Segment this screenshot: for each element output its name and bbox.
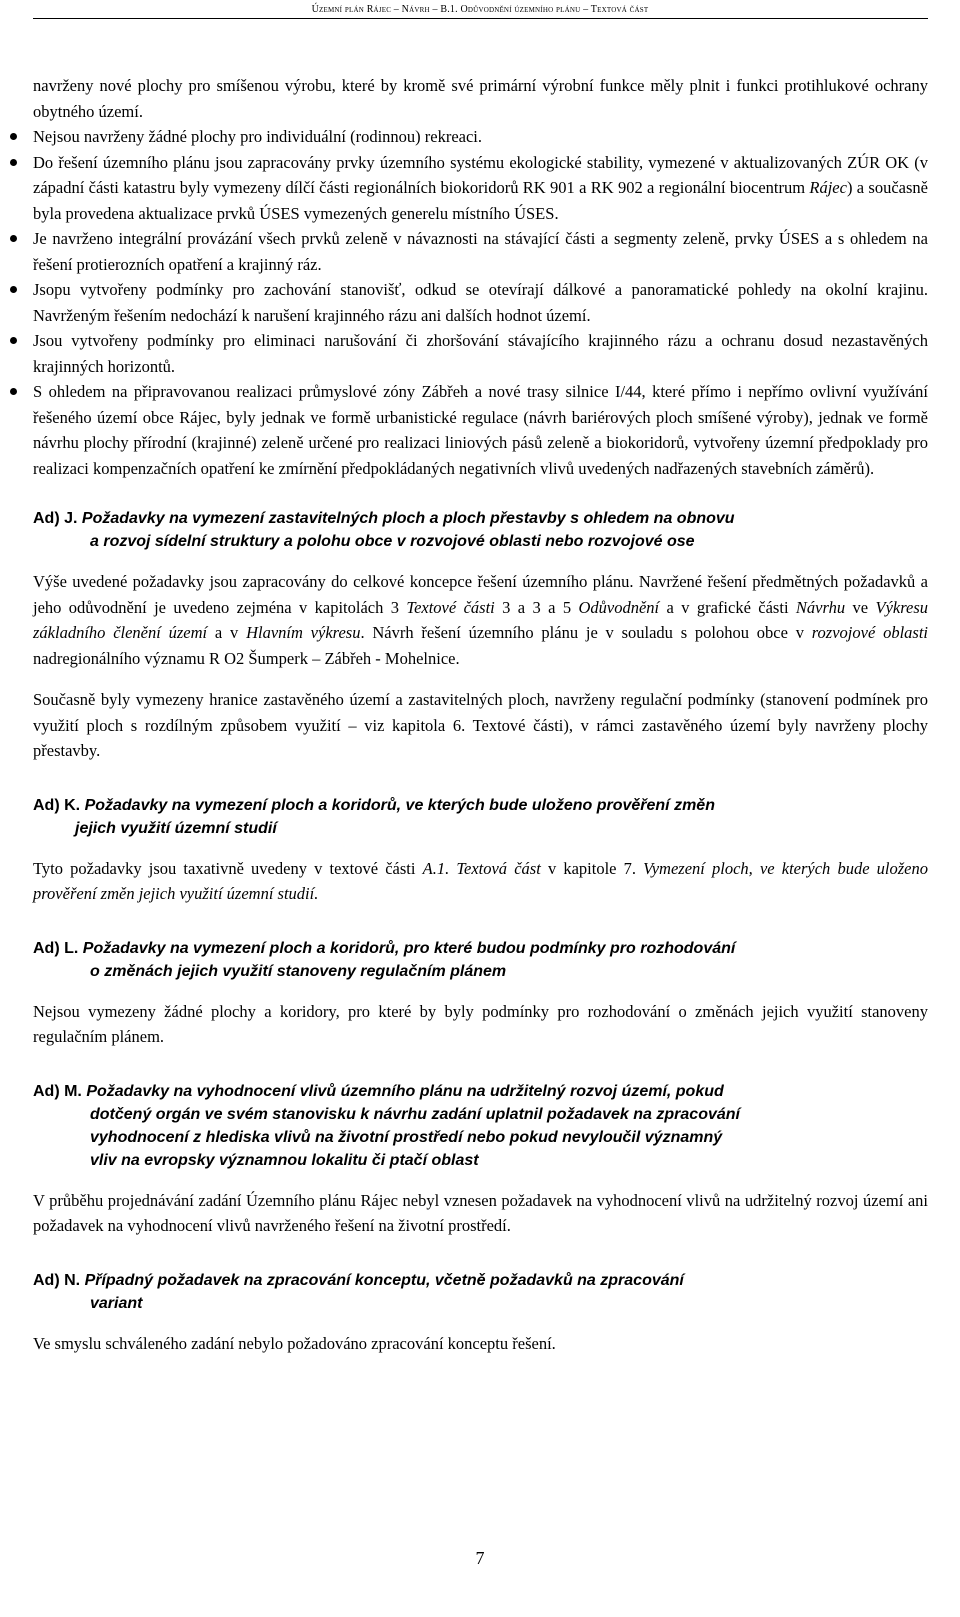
bullet-text: Jsou vytvořeny podmínky pro eliminaci narušování či zhoršování stávajícího krajinného rázu a ochranu dosud nezastavěných krajinných horizontů. [33, 331, 928, 376]
section-title-line: dotčený orgán ve svém stanovisku k návrhu zadání uplatnil požadavek na zpracování [90, 1105, 740, 1123]
bullet-item [33, 277, 928, 328]
bullet-icon [10, 235, 17, 242]
bullet-icon [10, 159, 17, 166]
section-title-line: variant [90, 1294, 143, 1312]
paragraph: V průběhu projednávání zadání Územního plánu Rájec nebyl vznesen požadavek na vyhodnocení vlivů na udržitelný rozvoj území ani požadavek na vyhodnocení vlivů navrženého řešení na životní prostředí. [33, 1190, 928, 1235]
italic-run: Hlavním výkresu [246, 623, 361, 642]
text-run: 3 a 3 a 5 [494, 597, 579, 617]
page-number: 7 [475, 1548, 485, 1568]
section-heading [33, 794, 928, 840]
section-heading [33, 507, 928, 553]
italic-run: Návrhu [795, 597, 846, 617]
section-title-line: Požadavky na vymezení ploch a koridorů, ve kterých bude uloženo prověření změn [84, 796, 715, 814]
section-heading [33, 937, 928, 983]
paragraph [33, 856, 928, 907]
bullet-text: Je navrženo integrální provázání všech prvků zeleně v návaznosti na stávající části a segmenty zeleně, prvky ÚSES a s ohledem na řešení protierozních opatření a krajinný ráz. [33, 229, 928, 274]
intro-continuation: navrženy nové plochy pro smíšenou výrobu, které by kromě své primární výrobní funkce měly plnit i funkci protihlukové ochrany obytného území. [33, 76, 928, 121]
section-l [33, 937, 928, 1050]
paragraph: Ve smyslu schváleného zadání nebylo požadováno zpracování konceptu řešení. [33, 1333, 556, 1353]
bullet-item [33, 226, 928, 277]
section-heading [33, 1080, 928, 1172]
text-run: a v [207, 623, 247, 642]
bullet-text: S ohledem na připravovanou realizaci průmyslové zóny Zábřeh a nové trasy silnice I/44, které přímo i nepřímo ovlivní využívání řešeného území obce Rájec, byly jednak ve formě urbanistické regulace (návrh bariérových ploch smíšené výroby), jednak ve formě návrhu plochy přírodní (krajinné) zeleně určené pro realizaci liniových pásů zeleně a biokoridorů, vytvořeny územní předpoklady pro realizaci kompenzačních opatření ke zmírnění předpokládaných negativních vlivů uvedených nadřazených stavebních záměrů). [33, 382, 928, 478]
section-title-line: Požadavky na vymezení zastavitelných ploch a ploch přestavby s ohledem na obnovu [81, 510, 735, 527]
text-run: nadregionálního významu R O2 Šumperk – Zábřeh - Mohelnice. [33, 648, 460, 668]
italic-run: Rájec [809, 178, 847, 197]
bullet-icon [10, 388, 17, 395]
section-title-line: a rozvoj sídelní struktury a polohu obce v rozvojové oblasti nebo rozvojové ose [90, 533, 695, 550]
bullet-text: Jsopu vytvořeny podmínky pro zachování stanovišť, odkud se otevírají dálkové a panoramatické pohledy na okolní krajinu. Navrženým řešením nedochází k narušení krajinného rázu ani dalších hodnot území. [33, 280, 928, 325]
section-n [33, 1269, 928, 1357]
section-label: Ad) M. [33, 1082, 82, 1100]
section-title-line: jejich využití územní studií [75, 819, 277, 837]
section-label: Ad) L. [33, 939, 79, 957]
section-label: Ad) J. [33, 510, 78, 527]
italic-run: A.1. Textová část [422, 858, 541, 878]
text-run: Výše uvedené požadavky jsou zapracovány do celkové koncepce řešení územního plánu. Navržené řešení předmětných požadavků a jeho odůvodnění je uvedeno zejména v kapitolách 3 [33, 572, 928, 617]
section-title-line: Případný požadavek na zpracování konceptu, včetně požadavků na zpracování [84, 1271, 684, 1289]
section-title-line: o změnách jejich využití stanoveny regulačním plánem [90, 962, 507, 980]
paragraph [33, 569, 928, 671]
text-run: . Návrh řešení územního plánu je v souladu s polohou obce v [360, 623, 812, 642]
paragraph: Nejsou vymezeny žádné plochy a koridory, pro které by byly podmínky pro rozhodování o změnách jejich využití stanoveny regulačním plánem. [33, 1001, 928, 1046]
text-run: Tyto požadavky jsou taxativně uvedeny v textové části [33, 858, 423, 878]
running-header: Územní plán Rájec – Návrh – B.1. Odůvodnění územního plánu – Textová část [311, 4, 649, 15]
section-heading [33, 1269, 928, 1315]
bullet-item [33, 124, 928, 150]
bullet-item [33, 379, 928, 481]
bullet-icon [10, 286, 17, 293]
italic-run: Textové části [406, 597, 495, 617]
bullet-text [33, 150, 928, 227]
section-title-line: Požadavky na vymezení ploch a koridorů, pro které budou podmínky pro rozhodování [82, 939, 736, 957]
section-j [33, 507, 928, 764]
bullet-text: Nejsou navrženy žádné plochy pro individuální (rodinnou) rekreaci. [33, 127, 483, 146]
text-run: ve [845, 597, 876, 617]
text-run: ) a současně byla provedena aktualizace prvků ÚSES vymezených generelu místního ÚSES. [33, 178, 928, 223]
bullet-icon [10, 133, 17, 140]
bullet-item [33, 150, 928, 227]
section-title-line: Požadavky na vyhodnocení vlivů územního plánu na udržitelný rozvoj území, pokud [86, 1082, 724, 1100]
text-run: a v grafické části [659, 597, 796, 617]
section-m [33, 1080, 928, 1239]
italic-run: Výkresu základního členění území [33, 597, 929, 642]
italic-run: Odůvodnění [578, 597, 660, 617]
italic-run: rozvojové oblasti [811, 623, 928, 642]
header-rule [33, 18, 928, 19]
page-content [33, 73, 928, 1356]
section-label: Ad) K. [33, 796, 81, 814]
section-k [33, 794, 928, 907]
section-title-line: vyhodnocení z hlediska vlivů na životní prostředí nebo pokud nevyloučil významný [90, 1128, 723, 1146]
text-run: v kapitole 7. [540, 858, 644, 878]
bullet-icon [10, 337, 17, 344]
paragraph: Současně byly vymezeny hranice zastavěného území a zastavitelných ploch, navrženy regulační podmínky (stanovení podmínek pro využití ploch s rozdílným způsobem využití – viz kapitola 6. Textové části), v rámci zastavěného území byly navrženy plochy přestavby. [33, 690, 928, 760]
italic-run: Vymezení ploch, ve kterých bude uloženo prověření změn jejich využití územní studií. [33, 858, 929, 903]
text-run: Do řešení územního plánu jsou zapracovány prvky územního systému ekologické stability, vymezené v aktualizovaných ZÚR OK (v západní části katastru byly vymezeny dílčí části regionálních biokoridorů RK 901 a RK 902 a regionální biocentrum [33, 152, 928, 197]
section-title-line: vliv na evropsky významnou lokalitu či ptačí oblast [90, 1151, 479, 1169]
section-label: Ad) N. [33, 1271, 81, 1289]
bullet-list [33, 124, 928, 481]
bullet-item [33, 328, 928, 379]
